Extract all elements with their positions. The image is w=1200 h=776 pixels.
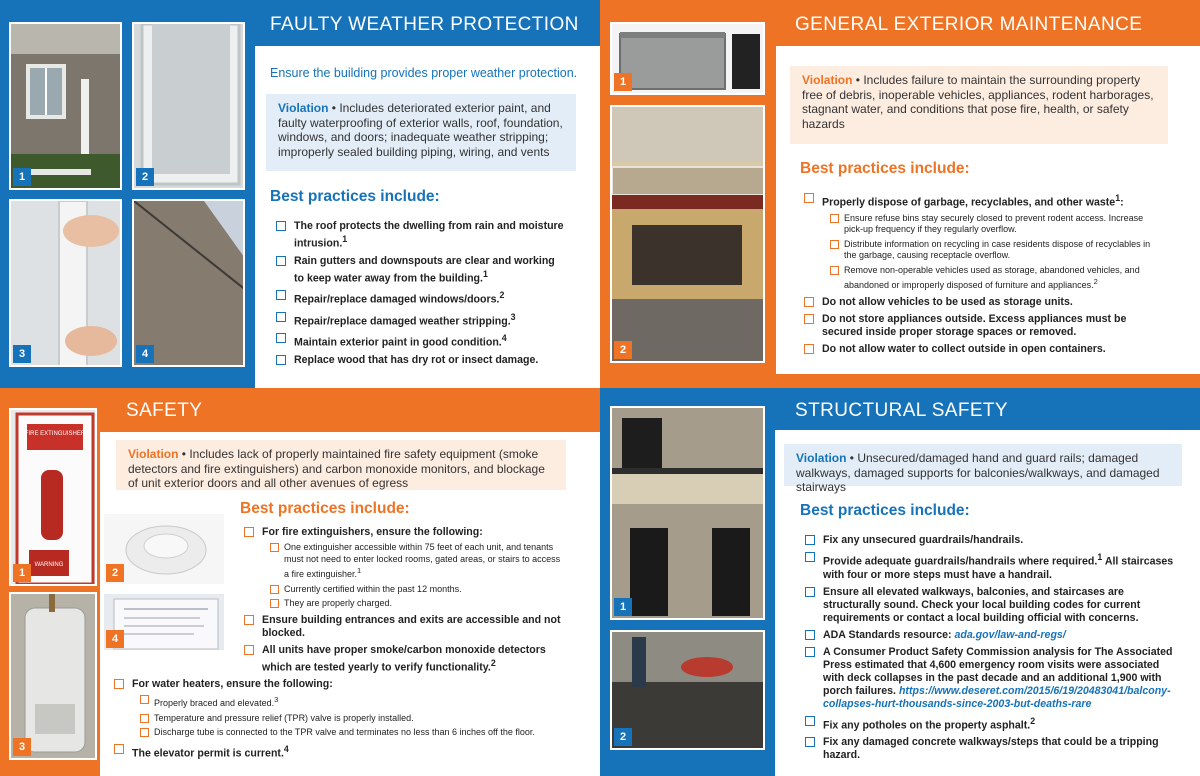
list-item: For fire extinguishers, ensure the following: One extinguisher accessible within 75 feet of each unit, and tenants must not need to enter locked rooms, gated areas, or stairs to access a fire extinguisher.$^1$ Currently certified within the past 12 months. They are properly charged.: [242, 526, 562, 610]
checkbox-icon: [804, 344, 814, 354]
list-item: Fix any potholes on the property asphalt.$^2$: [803, 715, 1178, 733]
list-item: Do not store appliances outside. Excess appliances must be secured inside proper storage spaces or removed.: [802, 313, 1152, 339]
list-item: Rain gutters and downspouts are clear and working to keep water away from the building.$^1$: [274, 255, 564, 286]
list-item: Ensure all elevated walkways, balconies, and staircases are structurally sound. Check your local building codes for current requirements or contact a local building official with concerns.: [803, 586, 1178, 625]
photo-number: 2: [106, 564, 124, 582]
photo-number: 4: [136, 345, 154, 363]
section-title: SAFETY: [126, 400, 203, 421]
photo-exterior-paint: [132, 199, 245, 367]
photo-weather-stripping: [9, 199, 122, 367]
exterior-paint-illustration: [134, 201, 245, 367]
checkbox-icon: [805, 647, 815, 657]
asphalt-repair-illustration: [612, 632, 765, 750]
checkbox-icon: [140, 714, 149, 723]
list-item: A Consumer Product Safety Commission analysis for The Associated Press estimated that 4,600 emergency room visits were associated with deck collapses in the past decade and an additional 1,900 with porch failures. https://www.deseret.com/2015/6/19/20483041/balcony-collapses-hurt-thousands-since-2003-but-deaths-rare: [803, 646, 1178, 711]
photo-number: 3: [13, 738, 31, 756]
best-practices-list: [242, 526, 562, 678]
violation-box: [784, 444, 1182, 494]
section-title: GENERAL EXTERIOR MAINTENANCE: [795, 14, 1143, 35]
violation-box: [790, 66, 1168, 144]
checkbox-icon: [805, 535, 815, 545]
section-intro: Ensure the building provides proper weather protection.: [270, 66, 578, 80]
checkbox-icon: [830, 266, 839, 275]
list-item: Repair/replace damaged windows/doors.$^2$: [274, 289, 564, 307]
checkbox-icon: [805, 587, 815, 597]
checkbox-icon: [276, 355, 286, 365]
svg-text:WARNING: WARNING: [34, 562, 64, 568]
sub-list-item: One extinguisher accessible within 75 feet of each unit, and tenants must not need to enter locked rooms, gated areas, or stairs to access a fire extinguisher.$^1$: [268, 542, 562, 581]
list-item: Repair/replace damaged weather stripping.$^3$: [274, 311, 564, 329]
photo-number: 1: [13, 168, 31, 186]
house-gutter-illustration: [11, 24, 122, 190]
list-item: Provide adequate guardrails/handrails where required.$^1$ All staircases with four or more steps must have a handrail.: [803, 551, 1178, 582]
sub-list: [268, 542, 562, 610]
photo-number: 3: [13, 345, 31, 363]
photo-balcony-debris: [610, 105, 765, 363]
section-safety: [0, 388, 600, 776]
checkbox-icon: [114, 744, 124, 754]
list-item: Do not allow water to collect outside in open containers.: [802, 343, 1152, 356]
sub-list-item: They are properly charged.: [268, 598, 562, 610]
list-item: The elevator permit is current.$^4$: [112, 743, 582, 761]
section-title: FAULTY WEATHER PROTECTION: [270, 14, 579, 35]
list-item: Fix any unsecured guardrails/handrails.: [803, 534, 1178, 547]
balcony-railing-illustration: [612, 408, 765, 620]
photo-window-frame: [132, 22, 245, 190]
checkbox-icon: [140, 728, 149, 737]
balcony-debris-illustration: [612, 107, 765, 363]
checkbox-icon: [244, 645, 254, 655]
checkbox-icon: [804, 297, 814, 307]
list-item: For water heaters, ensure the following: Properly braced and elevated.$^3$ Temperature and pressure relief (TPR) valve is properly installed. Discharge tube is connected to the TPR valve and terminates no less than 6 inches off the floor.: [112, 678, 582, 739]
violation-text: • Includes failure to maintain the surrounding property free of debris, inoperable vehicles, appliances, rodent harborages, stagnant water, and conditions that pose fire, health, or safety hazards: [802, 73, 1154, 131]
photo-number: 1: [614, 598, 632, 616]
list-item: Fix any damaged concrete walkways/steps that could be a tripping hazard.: [803, 736, 1178, 762]
section-title: STRUCTURAL SAFETY: [795, 400, 1009, 421]
ada-link[interactable]: ada.gov/law-and-regs/: [954, 628, 1066, 641]
violation-text: • Includes deteriorated exterior paint, and faulty waterproofing of exterior walls, roof, foundation, windows, and doors; inadequate weather stripping; improperly sealed building piping, wiring, and vents: [278, 101, 563, 159]
photo-elevator-permit: [102, 592, 226, 652]
fire-extinguisher-illustration: [11, 410, 97, 586]
checkbox-icon: [830, 214, 839, 223]
list-item: Maintain exterior paint in good condition.$^4$: [274, 332, 564, 350]
list-item: All units have proper smoke/carbon monoxide detectors which are tested yearly to verify functionality.$^2$: [242, 644, 562, 675]
violation-text: • Unsecured/damaged hand and guard rails; damaged walkways, damaged supports for balconies/walkways, and damaged stairways: [796, 451, 1160, 494]
sub-list-item: Distribute information on recycling in case residents dispose of recyclables in the garbage, causing receptacle overflow.: [828, 239, 1152, 262]
svg-text:FIRE EXTINGUISHER: FIRE EXTINGUISHER: [24, 431, 86, 437]
best-practices-heading: Best practices include:: [800, 160, 970, 177]
photo-number: 2: [136, 168, 154, 186]
best-practices-list: [802, 192, 1152, 360]
checkbox-icon: [276, 256, 286, 266]
sub-list: [138, 694, 582, 739]
checkbox-icon: [805, 716, 815, 726]
checkbox-icon: [805, 552, 815, 562]
list-item: Properly dispose of garbage, recyclables, and other waste$^1$: Ensure refuse bins stay securely closed to prevent rodent access. Increase pick-up frequency if they regularly overflow. Distribute information on recycling in case residents dispose of recyclables in the garbage, causing receptacle overflow. Remove non-operable vehicles used as storage, abandoned vehicles, and abandoned or improperly disposed of furniture and appliances.$^2$: [802, 192, 1152, 292]
violation-label: Violation: [278, 101, 329, 115]
list-item: Replace wood that has dry rot or insect damage.: [274, 354, 564, 367]
sub-list-item: Discharge tube is connected to the TPR valve and terminates no less than 6 inches off the floor.: [138, 727, 582, 739]
sub-list-item: Properly braced and elevated.$^3$: [138, 694, 582, 710]
best-practices-heading: Best practices include:: [240, 500, 410, 517]
list-item: Ensure building entrances and exits are accessible and not blocked.: [242, 614, 562, 640]
refuse-bins-illustration: [612, 24, 765, 95]
sub-list-item: Temperature and pressure relief (TPR) valve is properly installed.: [138, 713, 582, 725]
sub-list: [828, 213, 1152, 292]
section-exterior-maintenance: [600, 0, 1200, 388]
checkbox-icon: [244, 527, 254, 537]
sub-list-item: Ensure refuse bins stay securely closed to prevent rodent access. Increase pick-up frequency if they regularly overflow.: [828, 213, 1152, 236]
photo-number: 2: [614, 341, 632, 359]
sub-list-item: Remove non-operable vehicles used as storage, abandoned vehicles, and abandoned or improperly disposed of furniture and appliances.$^2$: [828, 265, 1152, 292]
photo-house-gutter: [9, 22, 122, 190]
photo-number: 1: [614, 73, 632, 91]
water-heater-list: [112, 678, 582, 764]
violation-label: Violation: [796, 451, 847, 465]
photo-refuse-bins: [610, 22, 765, 95]
water-heater-illustration: [11, 594, 97, 760]
checkbox-icon: [804, 314, 814, 324]
checkbox-icon: [270, 585, 279, 594]
photo-number: 1: [13, 564, 31, 582]
violation-box: [266, 94, 576, 171]
checkbox-icon: [244, 615, 254, 625]
best-practices-heading: Best practices include:: [800, 502, 970, 519]
sub-list-item: Currently certified within the past 12 months.: [268, 584, 562, 596]
weather-stripping-illustration: [11, 201, 122, 367]
violation-text: • Includes lack of properly maintained fire safety equipment (smoke detectors and fire extinguishers) and carbon monoxide monitors, and blockage of unit exterior doors and all other avenues of egress: [128, 447, 545, 490]
checkbox-icon: [140, 695, 149, 704]
best-practices-list: [803, 534, 1178, 766]
checkbox-icon: [805, 737, 815, 747]
photo-number: 2: [614, 728, 632, 746]
checkbox-icon: [276, 221, 286, 231]
checkbox-icon: [270, 543, 279, 552]
violation-box: [116, 440, 566, 490]
list-item: Do not allow vehicles to be used as storage units.: [802, 296, 1152, 309]
best-practices-list: [274, 220, 564, 371]
photo-water-heater: [9, 592, 97, 760]
checkbox-icon: [270, 599, 279, 608]
list-item: ADA Standards resource: ada.gov/law-and-regs/: [803, 629, 1178, 642]
checkbox-icon: [276, 290, 286, 300]
photo-number: 4: [106, 630, 124, 648]
checkbox-icon: [804, 193, 814, 203]
violation-label: Violation: [128, 447, 179, 461]
section-structural-safety: [600, 388, 1200, 776]
best-practices-heading: Best practices include:: [270, 188, 440, 205]
photo-smoke-detector: [102, 512, 226, 586]
checkbox-icon: [830, 240, 839, 249]
checkbox-icon: [276, 312, 286, 322]
photo-asphalt-repair: [610, 630, 765, 750]
section-weather-protection: [0, 0, 600, 388]
checkbox-icon: [276, 333, 286, 343]
deseret-link[interactable]: https://www.deseret.com/2015/6/19/20483041/balcony-collapses-hurt-thousands-since-2003-but-deaths-rare: [823, 684, 1171, 710]
checkbox-icon: [805, 630, 815, 640]
checkbox-icon: [114, 679, 124, 689]
violation-label: Violation: [802, 73, 853, 87]
photo-balcony-railing: [610, 406, 765, 620]
window-frame-illustration: [134, 24, 245, 190]
list-item: The roof protects the dwelling from rain and moisture intrusion.$^1$: [274, 220, 564, 251]
photo-fire-extinguisher: [9, 408, 97, 586]
